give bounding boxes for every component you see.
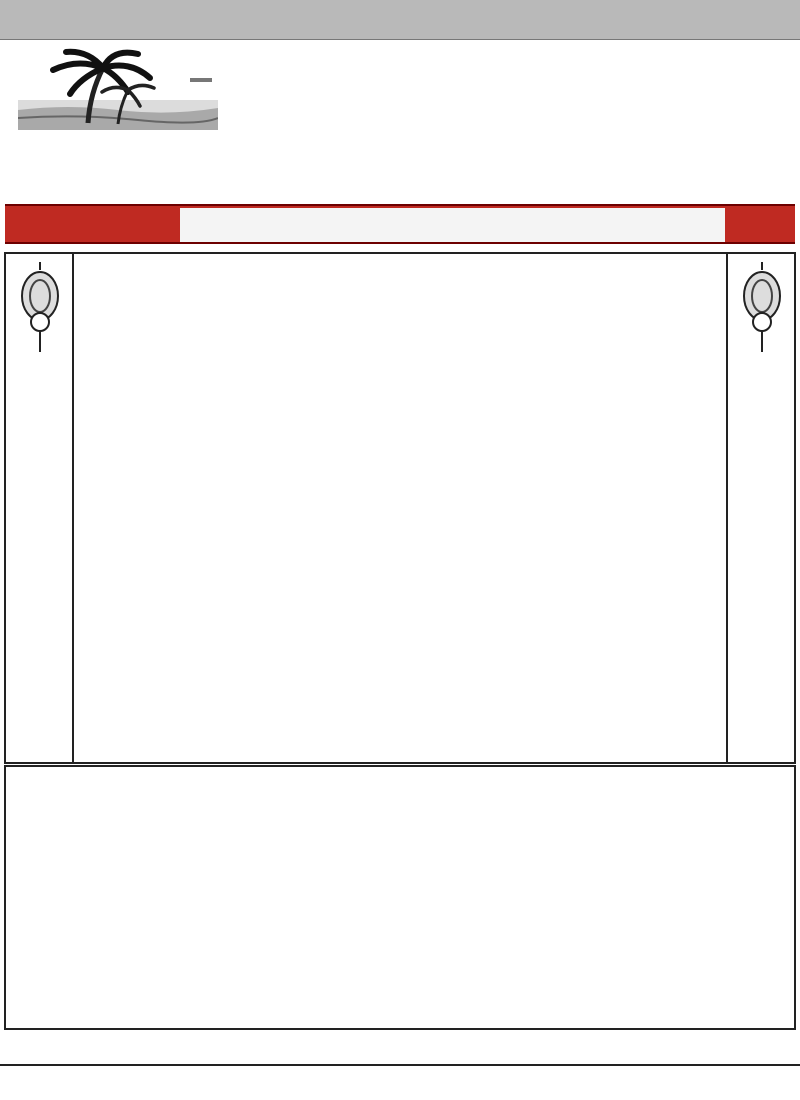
palm-tree-illustration: [18, 48, 218, 130]
wishes-row: [0, 1030, 800, 1060]
left-side-panel: [6, 252, 74, 764]
price-frame: [4, 252, 796, 764]
promo-headline: [136, 264, 656, 304]
tour-sections: [4, 765, 796, 1030]
contact-row-1: [27, 139, 797, 155]
contact-row-4: [27, 186, 797, 202]
left-slogan: [6, 372, 72, 752]
contact-block: [27, 139, 797, 201]
lantern-icon: [740, 262, 784, 352]
right-side-panel: [726, 252, 794, 764]
footer-bar: [0, 1064, 800, 1100]
header: [0, 40, 800, 135]
main-title: [250, 54, 720, 129]
right-slogan: [728, 378, 794, 708]
banner-panel: [180, 208, 725, 242]
new-year-banner: [5, 204, 795, 244]
contact-row-2: [27, 155, 797, 171]
contact-row-3: [27, 170, 797, 186]
lantern-icon: [18, 262, 62, 352]
top-bar: [0, 0, 800, 40]
